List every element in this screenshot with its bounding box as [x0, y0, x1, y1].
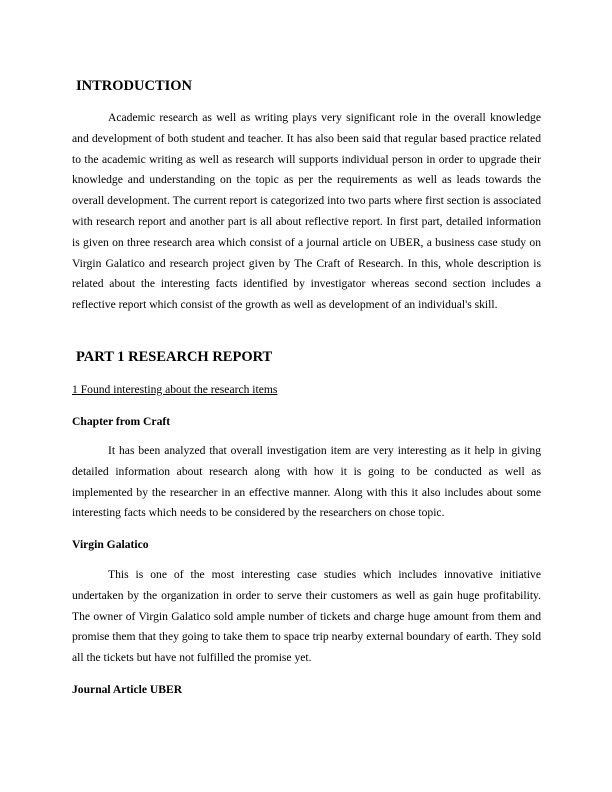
part1-subheading: 1 Found interesting about the research items	[72, 383, 278, 396]
chapter-from-craft-title: Chapter from Craft	[72, 415, 171, 428]
journal-article-uber-title: Journal Article UBER	[72, 683, 183, 696]
introduction-heading: INTRODUCTION	[76, 78, 193, 94]
introduction-paragraph: Academic research as well as writing plays very significant role in the overall knowledge and development of both student and teacher. It has also been said that regular based practice related to the academic writing as well as research will supports individual person in order to upgrade their knowledge and understanding on the topic as per the requirements as well as leads towards the overall development. The current report is categorized into two parts where first section is associated with research report and another part is all about reflective report. In first part, detailed information is given on three research area which consist of a journal article on UBER, a business case study on Virgin Galatico and research project given by The Craft of Research. In this, whole description is related about the interesting facts identified by investigator whereas second section includes a reflective report which consist of the growth as well as development of an individual's skill.	[72, 111, 541, 312]
virgin-galatico-paragraph: This is one of the most interesting case studies which includes innovative initiative undertaken by the organization in order to serve their customers as well as gain huge profitability. The owner of Virgin Galatico sold ample number of tickets and charge huge amount from them and promise them that they going to take them to space trip nearby external boundary of earth. They sold all the tickets but have not fulfilled the promise yet.	[72, 568, 541, 665]
virgin-galatico-title: Virgin Galatico	[72, 538, 149, 551]
part1-heading: PART 1 RESEARCH REPORT	[76, 349, 273, 365]
chapter-from-craft-paragraph: It has been analyzed that overall investigation item are very interesting as it help in giving detailed information about research along with how it is going to be conducted as well as implemented by the researcher in an effective manner. Along with this it also includes about some interesting facts which needs to be considered by the researchers on chose topic.	[72, 444, 541, 520]
